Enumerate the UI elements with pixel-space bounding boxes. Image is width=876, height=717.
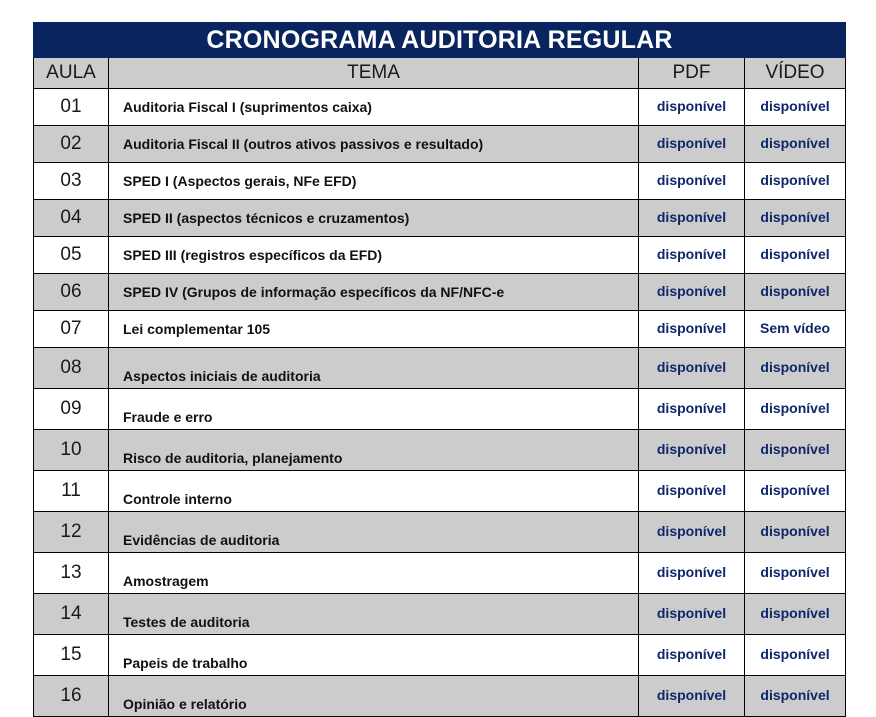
- table-row: [34, 200, 846, 237]
- cell-video: [745, 471, 846, 512]
- video-link[interactable]: disponível: [760, 400, 830, 416]
- pdf-link[interactable]: disponível: [656, 98, 727, 114]
- cell-tema: SPED II (aspectos técnicos e cruzamentos): [109, 200, 639, 237]
- cell-aula: 01: [34, 89, 109, 126]
- table-row: [34, 594, 846, 635]
- video-link[interactable]: Sem vídeo: [760, 320, 831, 336]
- table-row: [34, 553, 846, 594]
- cell-tema: Amostragem: [109, 553, 639, 594]
- cell-pdf: [639, 311, 745, 348]
- video-link[interactable]: disponível: [760, 246, 830, 262]
- video-link[interactable]: disponível: [760, 605, 830, 621]
- cell-tema: Testes de auditoria: [109, 594, 639, 635]
- cell-pdf: [639, 512, 745, 553]
- cell-tema: Lei complementar 105: [109, 311, 639, 348]
- cell-video: [745, 200, 846, 237]
- table-body: [34, 23, 846, 717]
- cell-video: [745, 274, 846, 311]
- column-header-video: VÍDEO: [745, 58, 846, 89]
- cell-video: [745, 430, 846, 471]
- cell-aula: 04: [34, 200, 109, 237]
- pdf-link[interactable]: disponível: [656, 441, 727, 457]
- video-link[interactable]: disponível: [760, 441, 830, 457]
- cell-tema: SPED I (Aspectos gerais, NFe EFD): [109, 163, 639, 200]
- video-link[interactable]: disponível: [760, 98, 830, 114]
- cell-video: [745, 163, 846, 200]
- pdf-link[interactable]: disponível: [656, 135, 727, 151]
- pdf-link[interactable]: disponível: [656, 246, 727, 262]
- cell-pdf: [639, 430, 745, 471]
- pdf-link[interactable]: disponível: [656, 687, 727, 703]
- cell-pdf: [639, 348, 745, 389]
- pdf-link[interactable]: disponível: [656, 172, 727, 188]
- table-row: [34, 430, 846, 471]
- cell-video: [745, 237, 846, 274]
- title-banner: [34, 23, 846, 58]
- cell-pdf: [639, 274, 745, 311]
- pdf-link[interactable]: disponível: [656, 523, 727, 539]
- cell-video: [745, 635, 846, 676]
- header-row: [34, 58, 846, 89]
- video-link[interactable]: disponível: [760, 359, 830, 375]
- cell-pdf: [639, 635, 745, 676]
- cell-tema: SPED IV (Grupos de informação específicos da NF/NFC-e: [109, 274, 639, 311]
- cell-pdf: [639, 126, 745, 163]
- cell-tema: Aspectos iniciais de auditoria: [109, 348, 639, 389]
- cell-video: [745, 311, 846, 348]
- title-row: [34, 23, 846, 58]
- cell-aula: 05: [34, 237, 109, 274]
- table-row: [34, 389, 846, 430]
- cell-pdf: [639, 200, 745, 237]
- cell-aula: 08: [34, 348, 109, 389]
- cell-pdf: [639, 471, 745, 512]
- video-link[interactable]: disponível: [760, 564, 830, 580]
- cell-aula: 14: [34, 594, 109, 635]
- cell-pdf: [639, 237, 745, 274]
- cell-pdf: [639, 389, 745, 430]
- cell-aula: 02: [34, 126, 109, 163]
- table-row: [34, 512, 846, 553]
- cell-tema: Auditoria Fiscal I (suprimentos caixa): [109, 89, 639, 126]
- cell-aula: 06: [34, 274, 109, 311]
- cell-aula: 13: [34, 553, 109, 594]
- cell-aula: 15: [34, 635, 109, 676]
- cell-tema: Evidências de auditoria: [109, 512, 639, 553]
- pdf-link[interactable]: disponível: [656, 283, 727, 299]
- pdf-link[interactable]: disponível: [656, 564, 727, 580]
- video-link[interactable]: disponível: [760, 172, 830, 188]
- cell-pdf: [639, 163, 745, 200]
- video-link[interactable]: disponível: [760, 283, 830, 299]
- cell-video: [745, 89, 846, 126]
- cell-tema: Papeis de trabalho: [109, 635, 639, 676]
- pdf-link[interactable]: disponível: [656, 209, 727, 225]
- pdf-link[interactable]: disponível: [656, 646, 727, 662]
- cell-aula: 03: [34, 163, 109, 200]
- cronograma-sheet: [33, 22, 845, 717]
- table-row: [34, 635, 846, 676]
- video-link[interactable]: disponível: [760, 646, 830, 662]
- cell-video: [745, 512, 846, 553]
- cell-tema: SPED III (registros específicos da EFD): [109, 237, 639, 274]
- video-link[interactable]: disponível: [760, 135, 830, 151]
- table-row: [34, 237, 846, 274]
- cell-aula: 07: [34, 311, 109, 348]
- pdf-link[interactable]: disponível: [656, 482, 727, 498]
- pdf-link[interactable]: disponível: [656, 320, 727, 336]
- cell-tema: Fraude e erro: [109, 389, 639, 430]
- page-title: CRONOGRAMA AUDITORIA REGULAR: [206, 25, 673, 54]
- cell-video: [745, 553, 846, 594]
- table-row: [34, 311, 846, 348]
- cell-video: [745, 594, 846, 635]
- table-row: [34, 89, 846, 126]
- column-header-pdf: PDF: [639, 58, 745, 89]
- table-row: [34, 676, 846, 717]
- cell-tema: Risco de auditoria, planejamento: [109, 430, 639, 471]
- cronograma-table: [33, 22, 846, 717]
- table-row: [34, 163, 846, 200]
- video-link[interactable]: disponível: [760, 523, 830, 539]
- table-row: [34, 471, 846, 512]
- cell-aula: 12: [34, 512, 109, 553]
- column-header-tema: TEMA: [109, 58, 639, 89]
- cell-aula: 09: [34, 389, 109, 430]
- video-link[interactable]: disponível: [760, 209, 830, 225]
- table-row: [34, 126, 846, 163]
- cell-pdf: [639, 676, 745, 717]
- table-row: [34, 348, 846, 389]
- cell-aula: 10: [34, 430, 109, 471]
- pdf-link[interactable]: disponível: [656, 359, 727, 375]
- column-header-aula: AULA: [34, 58, 109, 89]
- cell-video: [745, 389, 846, 430]
- cell-tema: Controle interno: [109, 471, 639, 512]
- cell-tema: Opinião e relatório: [109, 676, 639, 717]
- pdf-link[interactable]: disponível: [656, 400, 727, 416]
- cell-aula: 16: [34, 676, 109, 717]
- cell-video: [745, 676, 846, 717]
- pdf-link[interactable]: disponível: [656, 605, 727, 621]
- cell-aula: 11: [34, 471, 109, 512]
- cell-video: [745, 126, 846, 163]
- cell-pdf: [639, 553, 745, 594]
- table-row: [34, 274, 846, 311]
- cell-tema: Auditoria Fiscal II (outros ativos passivos e resultado): [109, 126, 639, 163]
- cell-pdf: [639, 594, 745, 635]
- cell-video: [745, 348, 846, 389]
- video-link[interactable]: disponível: [760, 687, 830, 703]
- cell-pdf: [639, 89, 745, 126]
- video-link[interactable]: disponível: [760, 482, 830, 498]
